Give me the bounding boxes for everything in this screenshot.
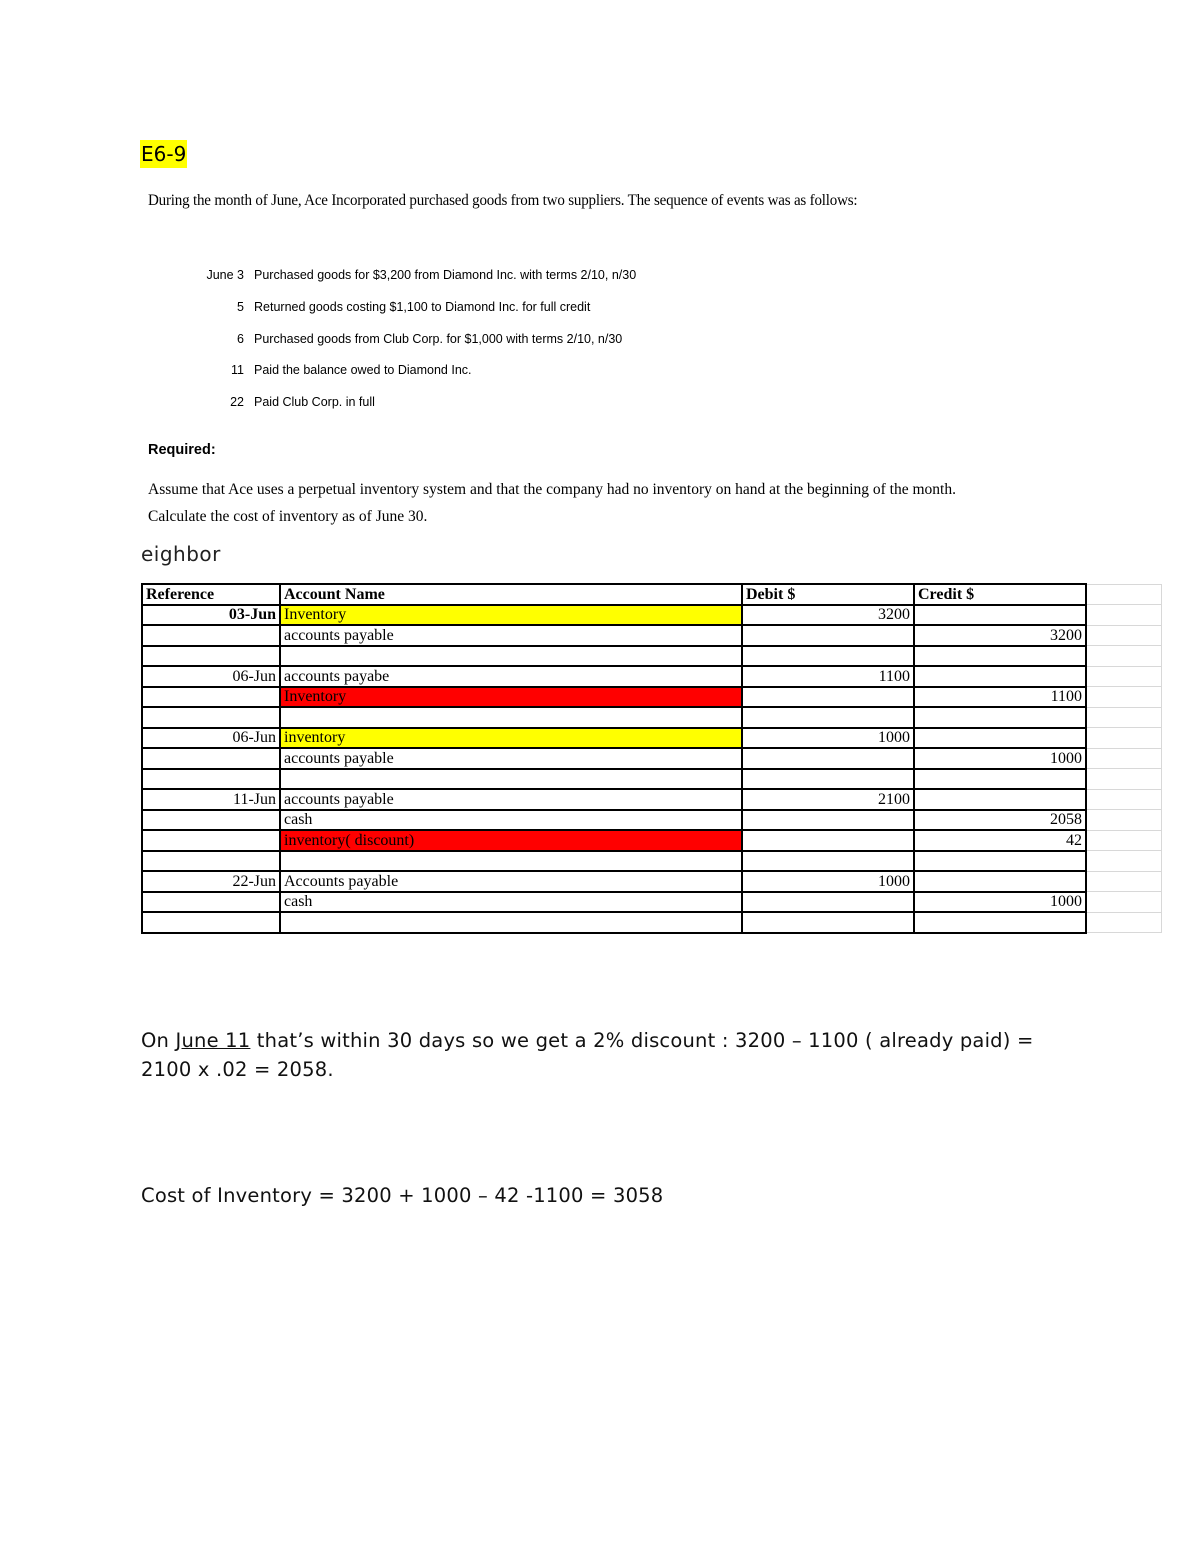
cell-credit: [914, 646, 1086, 667]
cell-reference: [142, 830, 280, 851]
journal-row: [142, 666, 1161, 687]
cell-reference: [142, 810, 280, 831]
cell-credit: 1000: [914, 892, 1086, 913]
journal-header-row: [142, 584, 1161, 605]
spare-cell: [1086, 748, 1161, 769]
event-text: Paid the balance owed to Diamond Inc.: [254, 363, 472, 377]
event-date: 5: [237, 300, 244, 314]
cell-credit: 2058: [914, 810, 1086, 831]
spare-cell: [1086, 646, 1161, 667]
discount-note: [141, 1026, 1071, 1084]
cell-credit: [914, 666, 1086, 687]
spare-cell: [1086, 810, 1161, 831]
spare-cell: [1086, 728, 1161, 749]
cell-account: inventory: [280, 728, 742, 749]
journal-row: [142, 892, 1161, 913]
cell-credit: [914, 871, 1086, 892]
spare-cell: [1086, 769, 1161, 790]
cell-reference: [142, 625, 280, 646]
spare-cell: [1086, 687, 1161, 708]
cell-debit: 1100: [742, 666, 914, 687]
cell-credit: [914, 605, 1086, 626]
spare-cell: [1086, 584, 1161, 605]
cost-of-inventory-note: Cost of Inventory = 3200 + 1000 – 42 -1100 = 3058: [141, 1184, 664, 1207]
cell-credit: 1000: [914, 748, 1086, 769]
required-text: Assume that Ace uses a perpetual inventory system and that the company had no inventory on hand at the beginning of the month. Calculate the cost of inventory as of June 30.: [148, 481, 956, 525]
stray-text: eighbor: [141, 542, 221, 566]
spare-cell: [1086, 871, 1161, 892]
header-debit: Debit $: [742, 584, 914, 605]
event-date: 6: [237, 332, 244, 346]
cell-credit: [914, 851, 1086, 872]
cell-account: [280, 851, 742, 872]
cell-credit: 42: [914, 830, 1086, 851]
journal-row: [142, 707, 1161, 728]
journal-row: [142, 605, 1161, 626]
cell-account: accounts payable: [280, 625, 742, 646]
cell-account: cash: [280, 892, 742, 913]
cell-reference: [142, 892, 280, 913]
cell-debit: [742, 748, 914, 769]
journal-row: [142, 830, 1161, 851]
spare-cell: [1086, 605, 1161, 626]
spare-cell: [1086, 912, 1161, 933]
cell-reference: 22-Jun: [142, 871, 280, 892]
cell-credit: [914, 789, 1086, 810]
cell-debit: 3200: [742, 605, 914, 626]
journal-row: [142, 871, 1161, 892]
cell-credit: [914, 707, 1086, 728]
cell-debit: [742, 646, 914, 667]
cell-reference: [142, 748, 280, 769]
spare-cell: [1086, 851, 1161, 872]
cell-debit: [742, 810, 914, 831]
cell-debit: [742, 625, 914, 646]
header-reference: Reference: [142, 584, 280, 605]
cell-reference: [142, 912, 280, 933]
cell-account: Inventory: [280, 687, 742, 708]
cell-account: accounts payabe: [280, 666, 742, 687]
required-label: Required:: [148, 442, 216, 458]
cell-reference: [142, 707, 280, 728]
cell-debit: [742, 830, 914, 851]
cell-reference: 11-Jun: [142, 789, 280, 810]
cell-reference: [142, 646, 280, 667]
journal-row: [142, 810, 1161, 831]
header-account: Account Name: [280, 584, 742, 605]
june-11-link[interactable]: June 11: [175, 1029, 251, 1052]
journal-row: [142, 625, 1161, 646]
cell-debit: [742, 851, 914, 872]
event-date: June 3: [206, 268, 244, 282]
event-text: Returned goods costing $1,100 to Diamond Inc. for full credit: [254, 300, 591, 314]
cell-reference: 06-Jun: [142, 728, 280, 749]
journal-row: [142, 789, 1161, 810]
problem-intro: During the month of June, Ace Incorporated purchased goods from two suppliers. The sequence of events was as follows:: [148, 192, 858, 209]
cell-debit: [742, 912, 914, 933]
cell-account: Inventory: [280, 605, 742, 626]
cell-account: [280, 646, 742, 667]
journal-row: [142, 748, 1161, 769]
cell-reference: 03-Jun: [142, 605, 280, 626]
cell-account: accounts payable: [280, 748, 742, 769]
journal-row: [142, 728, 1161, 749]
cell-reference: [142, 851, 280, 872]
header-credit: Credit $: [914, 584, 1086, 605]
cell-account: [280, 912, 742, 933]
cell-account: Accounts payable: [280, 871, 742, 892]
note-prefix: On: [141, 1029, 176, 1052]
cell-credit: [914, 912, 1086, 933]
event-date: 22: [230, 395, 244, 409]
cell-account: accounts payable: [280, 789, 742, 810]
spare-cell: [1086, 666, 1161, 687]
cell-account: cash: [280, 810, 742, 831]
cell-debit: [742, 687, 914, 708]
journal-table: [141, 583, 1162, 934]
cell-debit: [742, 892, 914, 913]
spare-cell: [1086, 707, 1161, 728]
cell-reference: [142, 687, 280, 708]
event-text: Paid Club Corp. in full: [254, 395, 375, 409]
cell-credit: [914, 728, 1086, 749]
event-text: Purchased goods from Club Corp. for $1,000 with terms 2/10, n/30: [254, 332, 623, 346]
spare-cell: [1086, 789, 1161, 810]
spare-cell: [1086, 892, 1161, 913]
cell-debit: [742, 707, 914, 728]
cell-reference: [142, 769, 280, 790]
page-title: E6-9: [141, 142, 187, 166]
journal-row: [142, 912, 1161, 933]
event-text: Purchased goods for $3,200 from Diamond Inc. with terms 2/10, n/30: [254, 268, 637, 282]
cell-debit: 1000: [742, 728, 914, 749]
cell-debit: [742, 769, 914, 790]
event-date: 11: [231, 363, 244, 377]
cell-credit: [914, 769, 1086, 790]
spare-cell: [1086, 830, 1161, 851]
journal-row: [142, 769, 1161, 790]
cell-account: inventory( discount): [280, 830, 742, 851]
note-body: that’s within 30 days so we get a 2% discount : 3200 – 1100 ( already paid) = 2100 x .02 = 2058.: [141, 1029, 1034, 1081]
cell-debit: 2100: [742, 789, 914, 810]
cell-account: [280, 707, 742, 728]
cell-credit: 3200: [914, 625, 1086, 646]
journal-row: [142, 851, 1161, 872]
cell-credit: 1100: [914, 687, 1086, 708]
cell-reference: 06-Jun: [142, 666, 280, 687]
journal-row: [142, 646, 1161, 667]
cell-account: [280, 769, 742, 790]
journal-row: [142, 687, 1161, 708]
spare-cell: [1086, 625, 1161, 646]
cell-debit: 1000: [742, 871, 914, 892]
